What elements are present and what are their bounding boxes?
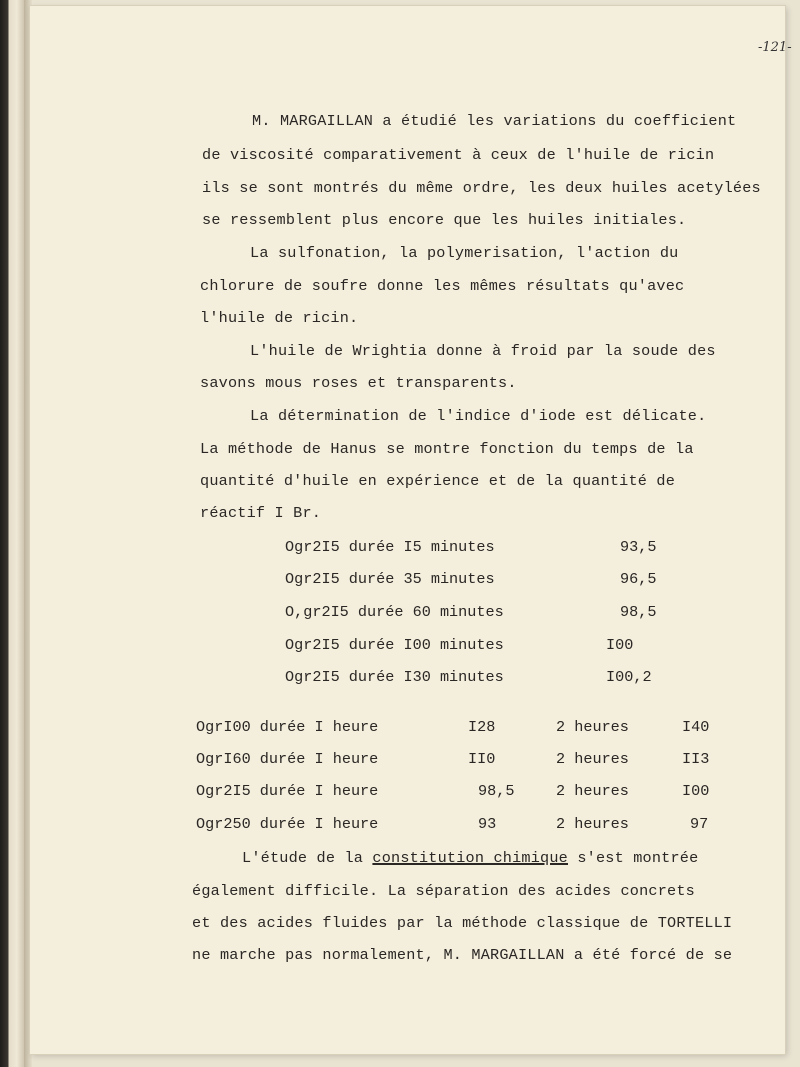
table2-sample: OgrI60 durée I heure: [196, 750, 379, 768]
paragraph-line: réactif I Br.: [200, 504, 322, 522]
closing-post: s'est montrée: [568, 849, 699, 867]
paragraph-line: chlorure de soufre donne les mêmes résultats qu'avec: [200, 277, 685, 295]
paragraph-line: M. MARGAILLAN a étudié les variations du coefficient: [252, 112, 737, 130]
paragraph-line: [242, 849, 698, 867]
table2-sample: Ogr250 durée I heure: [196, 815, 379, 833]
table1-value: 98,5: [620, 603, 657, 621]
table1-sample: Ogr2I5 durée I5 minutes: [285, 538, 495, 556]
underlined-term: constitution chimique: [372, 849, 568, 867]
paragraph-line: L'huile de Wrightia donne à froid par la soude des: [250, 342, 716, 360]
table2-value-1h: II0: [468, 750, 496, 768]
table1-sample: Ogr2I5 durée 35 minutes: [285, 570, 495, 588]
table2-duration-2h: 2 heures: [556, 815, 629, 833]
table1-value: I00,2: [606, 668, 652, 686]
paragraph-line: ils se sont montrés du même ordre, les deux huiles acetylées: [202, 179, 761, 197]
adjacent-page-edge: [0, 0, 24, 1067]
table2-value-1h: 98,5: [478, 782, 515, 800]
table1-value: I00: [606, 636, 634, 654]
paragraph-line: et des acides fluides par la méthode classique de TORTELLI: [192, 914, 733, 932]
table1-value: 96,5: [620, 570, 657, 588]
paragraph-line: se ressemblent plus encore que les huiles initiales.: [202, 211, 687, 229]
page-number: -121-: [758, 40, 792, 55]
paragraph-line: La sulfonation, la polymerisation, l'action du: [250, 244, 679, 262]
paragraph-line: quantité d'huile en expérience et de la quantité de: [200, 472, 676, 490]
table2-duration-2h: 2 heures: [556, 782, 629, 800]
table2-value-1h: I28: [468, 718, 496, 736]
table2-duration-2h: 2 heures: [556, 718, 629, 736]
paragraph-line: La détermination de l'indice d'iode est délicate.: [250, 407, 707, 425]
table2-sample: Ogr2I5 durée I heure: [196, 782, 379, 800]
table1-sample: Ogr2I5 durée I30 minutes: [285, 668, 504, 686]
table2-value-2h: 97: [690, 815, 709, 833]
paragraph-line: l'huile de ricin.: [200, 309, 359, 327]
paragraph-line: également difficile. La séparation des acides concrets: [192, 882, 695, 900]
table1-sample: O,gr2I5 durée 60 minutes: [285, 603, 504, 621]
table1-value: 93,5: [620, 538, 657, 556]
table2-value-1h: 93: [478, 815, 497, 833]
table2-value-2h: I40: [682, 718, 710, 736]
table2-value-2h: II3: [682, 750, 710, 768]
document-page: [30, 6, 792, 1054]
table2-sample: OgrI00 durée I heure: [196, 718, 379, 736]
table2-value-2h: I00: [682, 782, 710, 800]
paragraph-line: savons mous roses et transparents.: [200, 374, 517, 392]
closing-pre: L'étude de la: [242, 849, 373, 867]
paragraph-line: de viscosité comparativement à ceux de l'huile de ricin: [202, 146, 715, 164]
table2-duration-2h: 2 heures: [556, 750, 629, 768]
paragraph-line: La méthode de Hanus se montre fonction du temps de la: [200, 440, 694, 458]
table1-sample: Ogr2I5 durée I00 minutes: [285, 636, 504, 654]
paragraph-line: ne marche pas normalement, M. MARGAILLAN a été forcé de se: [192, 946, 733, 964]
